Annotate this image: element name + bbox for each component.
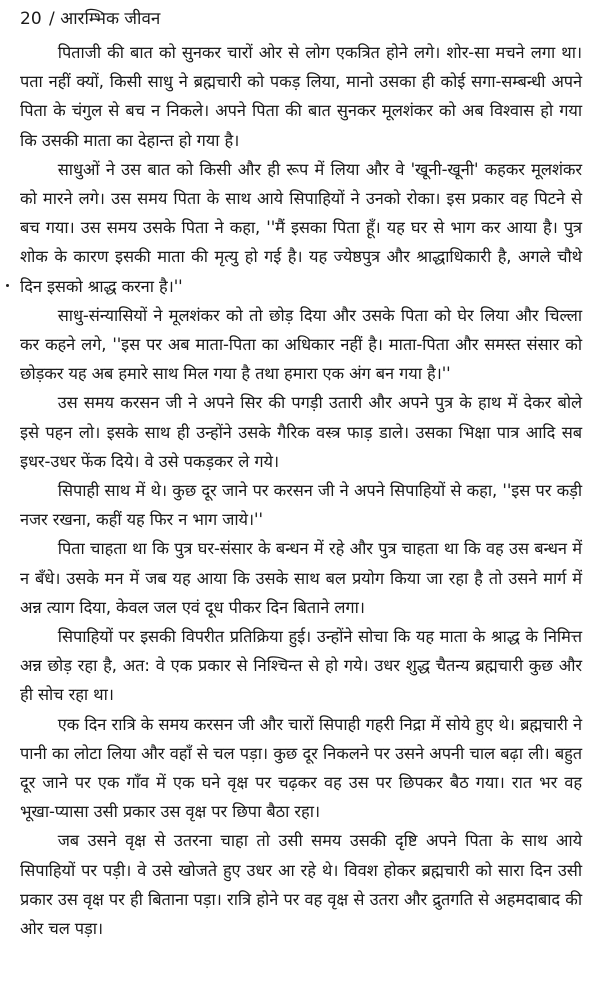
running-header [20, 8, 582, 34]
paragraph-3: साधु-संन्यासियों ने मूलशंकर को तो छोड़ दिया और उसके पिता को घेर लिया और चिल्ला कर कहने लगे, ''इस पर अब माता-पिता का अधिकार नहीं है। माता-पिता और समस्त संसार को छोड़कर यह अब हमारे साथ मिल गया है तथा हमारा एक अंग बन गया है।'' [20, 305, 582, 384]
paragraph-1: पिताजी की बात को सुनकर चारों ओर से लोग एकत्रित होने लगे। शोर-सा मचने लगा था। पता नहीं क्यों, किसी साधु ने ब्रह्मचारी को पकड़ लिया, मानो उसका ही कोई सगा-सम्बन्धी अपने पिता के चंगुल से बच न निकले। अपने पिता की बात सुनकर मूलशंकर को अब विश्वास हो गया कि उसकी माता का देहान्त हो गया है। [20, 43, 582, 150]
margin-ink-dot [6, 284, 9, 287]
paragraph-9: जब उसने वृक्ष से उतरना चाहा तो उसी समय उसकी दृष्टि अपने पिता के साथ आये सिपाहियों पर पड़ी। वे उसे खोजते हुए उधर आ रहे थे। विवश होकर ब्रह्मचारी को सारा दिन उसी प्रकार उस वृक्ष पर ही बिताना पड़ा। रात्रि होने पर वह वृक्ष से उतरा और द्रुतगति से अहमदाबाद की ओर चल पड़ा। [20, 831, 582, 939]
running-title: आरम्भिक जीवन [60, 9, 161, 29]
paragraph-6: पिता चाहता था कि पुत्र घर-संसार के बन्धन में रहे और पुत्र चाहता था कि वह उस बन्धन में न बँधे। उसके मन में जब यह आया कि उसके साथ बल प्रयोग किया जा रहा है तो उसने मार्ग में अन्न त्याग दिया, केवल जल एवं दूध पीकर दिन बिताने लगा। [20, 539, 582, 617]
paragraph-8: एक दिन रात्रि के समय करसन जी और चारों सिपाही गहरी निद्रा में सोये हुए थे। ब्रह्मचारी ने पानी का लोटा लिया और वहाँ से चल पड़ा। कुछ दूर निकलने पर उसने अपनी चाल बढ़ा ली। बहुत दूर जाने पर एक गाँव में एक घने वृक्ष पर चढ़कर वह उस पर छिपकर बैठ गया। रात भर वह भूखा-प्यासा उसी प्रकार उस वृक्ष पर छिपा बैठा रहा। [20, 714, 582, 822]
paragraph-2: साधुओं ने उस बात को किसी और ही रूप में लिया और वे 'खूनी-खूनी' कहकर मूलशंकर को मारने लगे। उस समय पिता के साथ आये सिपाहियों ने उनको रोका। इस प्रकार वह पिटने से बच गया। उस समय उसके पिता ने कहा, ''मैं इसका पिता हूँ। यह घर से भाग कर आया है। पुत्र शोक के कारण इसकी माता की मृत्यु हो गई है। यह ज्येष्ठपुत्र और श्राद्धाधिकारी है, अगले चौथे दिन इसको श्राद्ध करना है।'' [20, 159, 582, 296]
header-separator: / [49, 9, 55, 29]
paragraph-7: सिपाहियों पर इसकी विपरीत प्रतिक्रिया हुई। उन्होंने सोचा कि यह माता के श्राद्ध के निमित्त अन्न छोड़ रहा है, अत: वे एक प्रकार से निश्चिन्त से हो गये। उधर शुद्ध चैतन्य ब्रह्मचारी कुछ और ही सोच रहा था। [20, 627, 582, 705]
body-text [20, 38, 582, 943]
page-number: 20 [20, 9, 42, 29]
paragraph-5: सिपाही साथ में थे। कुछ दूर जाने पर करसन जी ने अपने सिपाहियों से कहा, ''इस पर कड़ी नजर रखना, कहीं यह फिर न भाग जाये।'' [20, 481, 582, 530]
paragraph-4: उस समय करसन जी ने अपने सिर की पगड़ी उतारी और अपने पुत्र के हाथ में देकर बोले इसे पहन लो। इसके साथ ही उन्होंने उसके गैरिक वस्त्र फाड़ डाले। उसका भिक्षा पात्र आदि सब इधर-उधर फेंक दिये। वे उसे पकड़कर ले गये। [20, 393, 582, 471]
